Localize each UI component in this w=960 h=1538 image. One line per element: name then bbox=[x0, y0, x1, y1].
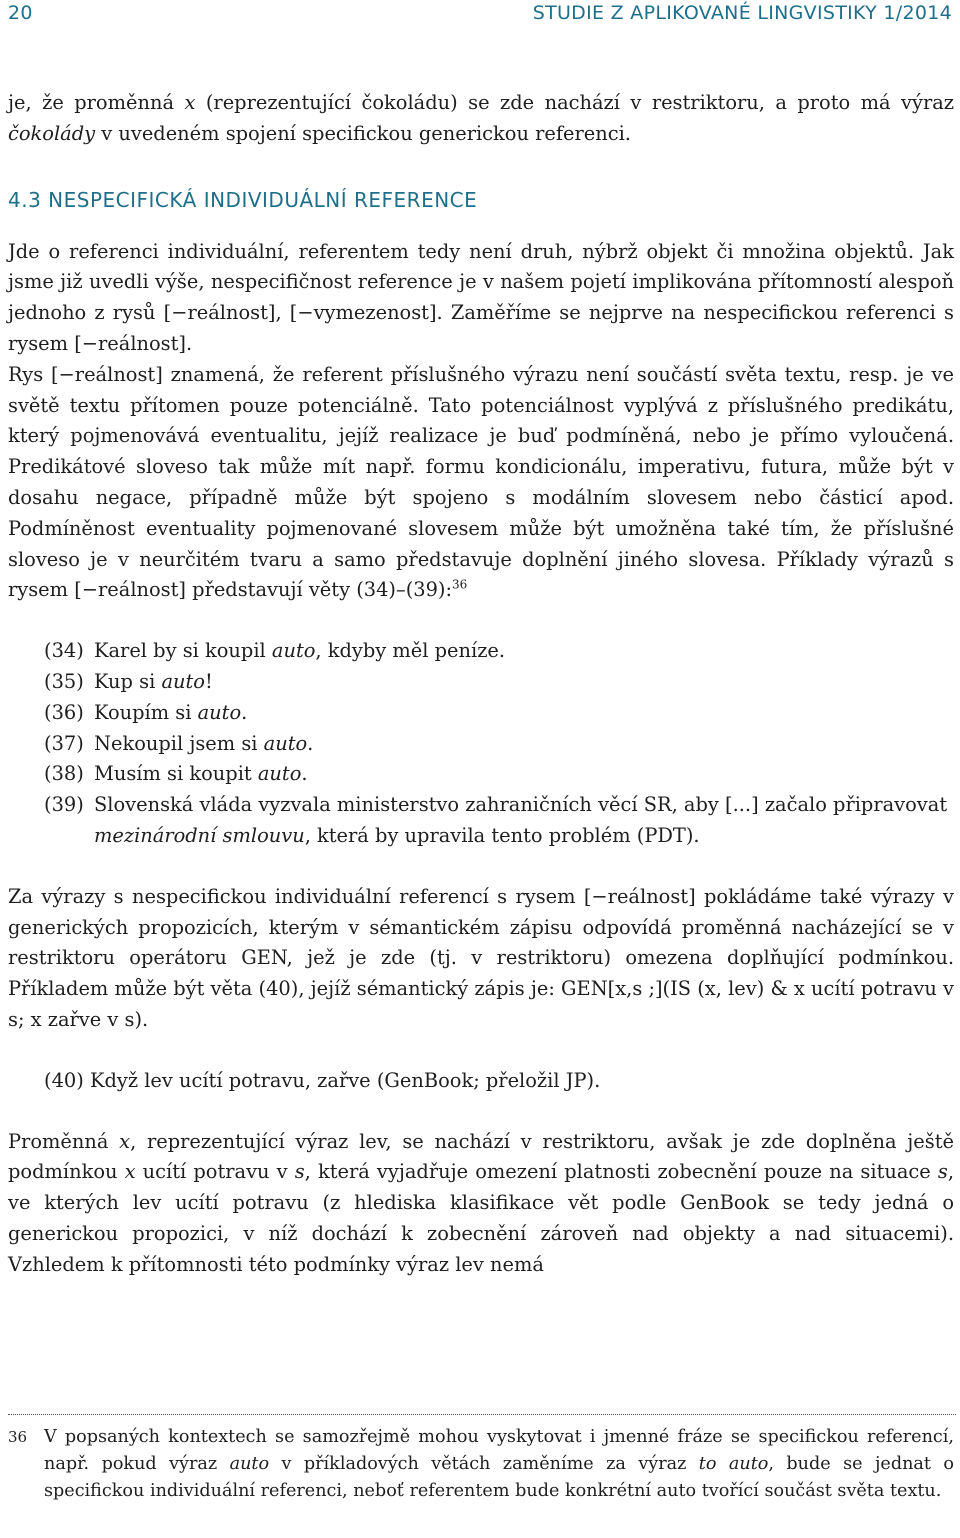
example-item bbox=[8, 636, 954, 667]
paragraph-3: Za výrazy s nespecifickou individuální referencí s rysem [−reálnost] pokládáme také výrazy v generických propozicích, kterým v sémantickém zápisu odpovídá proměnná nacházející se v restriktoru operátoru GEN, jež je zde (tj. v restriktoru) omezena doplňující podmínkou. Příkladem může být věta (40), jejíž sémantický zápis je: GEN[x,s ;](IS (x, lev) & x ucítí potravu v s; x zařve v s). bbox=[8, 884, 954, 1031]
footnote-number: 36 bbox=[8, 1428, 28, 1446]
footnote-text: V popsaných kontextech se samozřejmě mohou vyskytovat i jmenné fráze se specifickou referencí, např. pokud výraz auto v příkladových větách zaměníme za výraz to auto, bude se jednat o specifickou individuální referenci, neboť referentem bude konkrétní auto tvořící součást světa textu. bbox=[44, 1427, 954, 1501]
example-text: Kup si auto! bbox=[94, 669, 213, 693]
text-run: v uvedeném spojení specifickou generickou referenci. bbox=[95, 121, 631, 145]
footnote-divider bbox=[8, 1414, 956, 1415]
example-number: (39) bbox=[44, 793, 84, 817]
journal-title: STUDIE Z APLIKOVANÉ LINGVISTIKY 1/2014 bbox=[532, 2, 952, 24]
example-text: (40) Když lev ucítí potravu, zařve (GenBook; přeložil JP). bbox=[44, 1068, 601, 1092]
paragraph-continuation bbox=[8, 88, 954, 150]
text-run: Rys [−reálnost] znamená, že referent příslušného výrazu není součástí světa textu, resp. je ve světě textu přítomen pouze potenciálně. Tato potenciálnost vyplývá z příslušného predikátu, který pojmenovává eventualitu, jejíž realizace je buď podmíněná, nebo je přímo vyloučená. Predikátové sloveso tak může mít např. formu kondicionálu, imperativu, futura, může být v dosahu negace, případně může být spojeno s modálním slovesem nebo částicí apod. Podmíněnost eventuality pojmenované slovesem může být umožněna také tím, že příslušné sloveso je v neurčitém tvaru a samo představuje doplnění jiného slovesa. Příklady výrazů s rysem [−reálnost] představují věty (34)–(39): bbox=[8, 362, 954, 602]
example-text: Nekoupil jsem si auto. bbox=[94, 731, 314, 755]
paragraph-1: Jde o referenci individuální, referentem tedy není druh, nýbrž objekt či množina objektů. Jak jsme již uvedli výše, nespecifičnost reference je v našem pojetí implikována přítomností alespoň jednoho z rysů [−reálnost], [−vymezenost]. Zaměříme se nejprve na nespecifickou referenci s rysem [−reálnost]. bbox=[8, 239, 954, 355]
example-number: (36) bbox=[44, 700, 84, 724]
example-40 bbox=[8, 1066, 954, 1097]
example-number: (37) bbox=[44, 731, 84, 755]
footnote-marker: 36 bbox=[452, 577, 468, 592]
page-number: 20 bbox=[8, 2, 33, 24]
example-item bbox=[8, 790, 954, 852]
main-text bbox=[8, 88, 954, 1281]
example-item bbox=[8, 759, 954, 790]
example-number: (35) bbox=[44, 669, 84, 693]
example-text: Musím si koupit auto. bbox=[94, 762, 308, 786]
example-item bbox=[8, 729, 954, 760]
example-text: Slovenská vláda vyzvala ministerstvo zahraničních věcí SR, aby [...] začalo připravovat mezinárodní smlouvu, která by upravila tento problém (PDT). bbox=[94, 793, 948, 847]
text-run: je, že proměnná bbox=[8, 91, 185, 114]
example-item bbox=[8, 667, 954, 698]
example-text: Koupím si auto. bbox=[94, 700, 248, 724]
paragraph-4: Proměnná x, reprezentující výraz lev, se nachází v restriktoru, avšak je zde doplněna ještě podmínkou x ucítí potravu v s, která vyjadřuje omezení platnosti zobecnění pouze na situace s, ve kterých lev ucítí potravu (z hlediska klasifikace vět podle GenBook se tedy jedná o generickou propozici, v níž dochází k zobecnění zároveň nad objekty a nad situacemi). Vzhledem k přítomnosti této podmínky výraz lev nemá bbox=[8, 1129, 955, 1276]
example-number: (34) bbox=[44, 639, 84, 663]
term-cokolady: čokolády bbox=[8, 121, 96, 145]
section-heading: 4.3 NESPECIFICKÁ INDIVIDUÁLNÍ REFERENCE bbox=[8, 187, 478, 212]
running-header bbox=[8, 2, 952, 30]
variable-x: x bbox=[184, 91, 196, 114]
text-run: (reprezentující čokoládu) se zde nachází v restriktoru, a proto má výraz bbox=[195, 91, 955, 114]
example-item bbox=[8, 698, 954, 729]
example-text: Karel by si koupil auto, kdyby měl peníze. bbox=[94, 639, 506, 663]
footnote bbox=[8, 1424, 954, 1505]
example-list bbox=[8, 636, 954, 852]
paragraph-2 bbox=[8, 360, 954, 606]
example-number: (38) bbox=[44, 762, 84, 786]
